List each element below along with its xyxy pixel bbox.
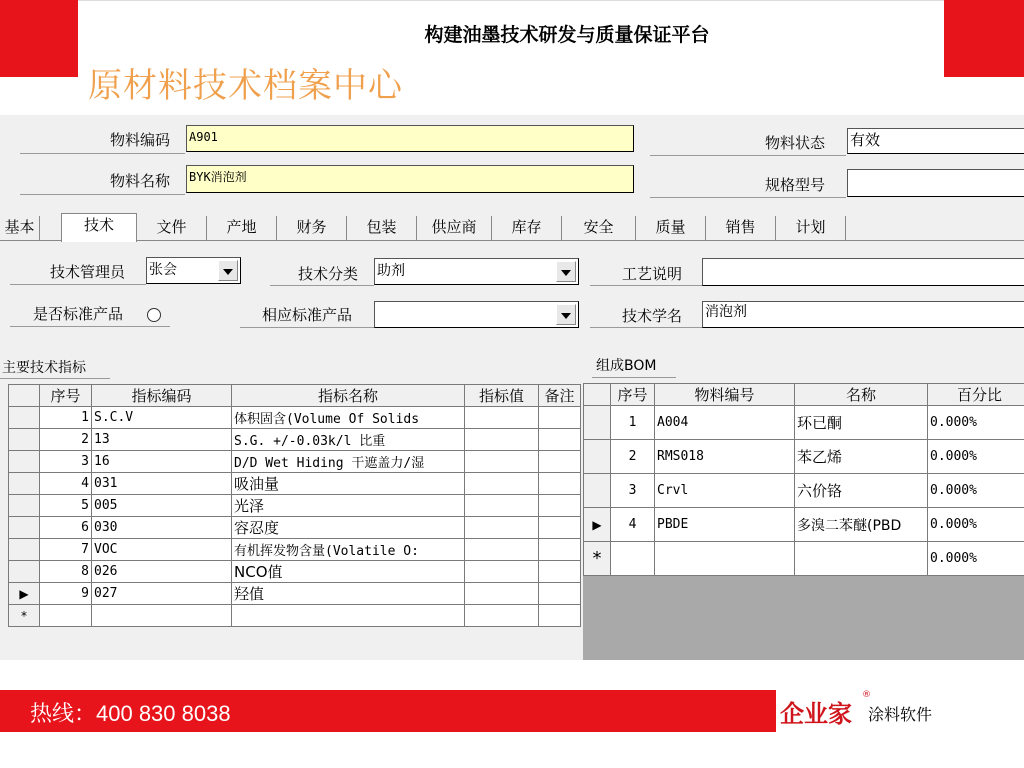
row-selector-header [9,385,40,407]
cell-no[interactable]: 2 [40,429,92,451]
is-standard-label: 是否标准产品 [33,305,124,323]
cell-name[interactable]: 环已酮 [795,406,928,440]
table-header-row [9,385,581,407]
table-row[interactable] [9,429,581,451]
label-underline [10,326,170,327]
material-status-field[interactable]: 有效 [847,128,1024,154]
column-header[interactable]: 序号 [40,385,92,407]
material-name-field[interactable]: BYK消泡剂 [186,165,634,193]
cell-no[interactable] [40,605,92,627]
row-selector[interactable] [9,473,40,495]
cell-code[interactable]: PBDE [655,508,795,542]
table-row[interactable] [9,473,581,495]
cell-code[interactable]: 005 [92,495,232,517]
row-selector[interactable] [9,451,40,473]
bom-section-title: 组成BOM [596,358,657,374]
table-row[interactable] [584,406,1024,440]
cell-name[interactable]: 羟值 [232,583,465,605]
cell-note[interactable] [539,407,581,429]
bom-table [583,383,1024,576]
cell-no[interactable]: 4 [40,473,92,495]
cell-code[interactable]: 030 [92,517,232,539]
cell-code[interactable] [655,542,795,576]
table-row[interactable] [9,451,581,473]
cell-note[interactable] [539,429,581,451]
tech-category-select[interactable] [374,258,579,285]
table-row[interactable] [9,407,581,429]
sci-name-label: 技术学名 [622,307,683,325]
cell-value[interactable] [465,407,539,429]
cell-no[interactable]: 3 [611,474,655,508]
table-row[interactable] [9,495,581,517]
cell-code[interactable]: S.C.V [92,407,232,429]
table-header-row [584,384,1024,406]
cell-no[interactable]: 6 [40,517,92,539]
section-underline [0,378,110,379]
cell-percent[interactable]: 0.000% [928,474,1024,508]
indicators-section-title: 主要技术指标 [2,360,86,376]
cell-code[interactable]: 026 [92,561,232,583]
cell-note[interactable] [539,561,581,583]
tech-manager-select[interactable] [146,257,241,284]
tab-basic[interactable]: 基本 [0,216,40,241]
cell-percent[interactable]: 0.000% [928,508,1024,542]
section-underline [592,377,676,378]
tech-category-value: 助剂 [377,263,405,279]
cell-name[interactable]: 苯乙烯 [795,440,928,474]
new-row-marker[interactable]: * [9,605,40,627]
table-row[interactable] [584,440,1024,474]
table-row[interactable] [9,539,581,561]
cell-name[interactable]: 体积固含(Volume Of Solids [232,407,465,429]
logo-suffix: 涂料软件 [868,705,933,724]
column-header[interactable]: 序号 [611,384,655,406]
cell-value[interactable] [465,451,539,473]
spec-label: 规格型号 [765,176,826,194]
row-selector[interactable] [584,440,611,474]
tab-packaging[interactable]: 包装 [347,216,417,241]
cell-value[interactable] [465,539,539,561]
row-selector[interactable] [9,561,40,583]
cell-code[interactable]: A004 [655,406,795,440]
material-status-label: 物料状态 [765,134,826,152]
brand-logo [776,690,944,732]
current-row-marker[interactable]: ▶ [584,508,611,542]
top-rule [78,0,944,1]
label-underline [20,194,185,195]
cell-code[interactable]: 027 [92,583,232,605]
process-field[interactable] [702,258,1024,286]
table-row[interactable] [584,508,1024,542]
column-header[interactable]: 备注 [539,385,581,407]
related-standard-label: 相应标准产品 [262,306,353,324]
table-row[interactable] [584,474,1024,508]
label-underline [590,327,702,328]
tab-baseline [0,240,1024,241]
cell-code[interactable]: RMS018 [655,440,795,474]
cell-name[interactable]: 六价铬 [795,474,928,508]
cell-name[interactable] [232,605,465,627]
sci-name-field[interactable]: 消泡剂 [702,301,1024,328]
cell-value[interactable] [465,429,539,451]
cell-note[interactable] [539,605,581,627]
column-header[interactable]: 名称 [795,384,928,406]
cell-no[interactable]: 1 [40,407,92,429]
cell-no[interactable]: 4 [611,508,655,542]
label-underline [650,155,846,156]
cell-name[interactable] [795,542,928,576]
cell-code[interactable]: VOC [92,539,232,561]
column-header[interactable]: 指标值 [465,385,539,407]
cell-code[interactable]: Crvl [655,474,795,508]
page-title: 原材料技术档案中心 [88,66,403,106]
row-selector[interactable] [9,517,40,539]
slide-header: 构建油墨技术研发与质量保证平台 [424,24,710,46]
cell-percent[interactable]: 0.000% [928,542,1024,576]
cell-name[interactable]: S.G. +/-0.03k/l 比重 [232,429,465,451]
cell-note[interactable] [539,451,581,473]
cell-note[interactable] [539,495,581,517]
column-header[interactable]: 物料编号 [655,384,795,406]
tab-sales[interactable]: 销售 [706,216,776,241]
cell-name[interactable]: D/D Wet Hiding 干遮盖力/湿 [232,451,465,473]
cell-code[interactable]: 16 [92,451,232,473]
cell-name[interactable]: 多溴二苯醚(PBD [795,508,928,542]
cell-name[interactable]: 吸油量 [232,473,465,495]
row-selector-header [584,384,611,406]
tab-quality[interactable]: 质量 [636,216,706,241]
tab-supplier[interactable]: 供应商 [417,216,492,241]
chevron-down-icon[interactable] [556,261,576,282]
cell-value[interactable] [465,561,539,583]
row-selector[interactable] [584,474,611,508]
cell-name[interactable]: 有机挥发物含量(Volatile O: [232,539,465,561]
chevron-down-icon[interactable] [556,304,576,325]
table-row[interactable] [9,561,581,583]
tab-inventory[interactable]: 库存 [492,216,562,241]
label-underline [10,284,146,285]
tab-technical[interactable]: 技术 [61,213,137,242]
tab-safety[interactable]: 安全 [562,216,636,241]
cell-name[interactable]: 容忍度 [232,517,465,539]
tab-files[interactable]: 文件 [137,216,207,241]
process-label: 工艺说明 [622,265,683,283]
registered-mark: ® [862,690,871,700]
label-underline [20,153,185,154]
new-row[interactable] [9,605,581,627]
cell-note[interactable] [539,473,581,495]
tech-manager-label: 技术管理员 [50,263,126,281]
cell-value[interactable] [465,605,539,627]
related-standard-select[interactable] [374,301,579,328]
cell-name[interactable]: NCO值 [232,561,465,583]
cell-percent[interactable]: 0.000% [928,406,1024,440]
cell-no[interactable]: 1 [611,406,655,440]
row-selector[interactable] [9,407,40,429]
cell-no[interactable]: 5 [40,495,92,517]
chevron-down-icon[interactable] [218,260,238,281]
cell-value[interactable] [465,517,539,539]
label-underline [240,327,374,328]
label-underline [590,285,702,286]
cell-percent[interactable]: 0.000% [928,440,1024,474]
cell-no[interactable]: 8 [40,561,92,583]
material-code-field[interactable]: A901 [186,125,634,152]
cell-value[interactable] [465,495,539,517]
column-header[interactable]: 百分比 [928,384,1024,406]
cell-name[interactable]: 光泽 [232,495,465,517]
app-window [0,115,1024,660]
cell-code[interactable]: 13 [92,429,232,451]
column-header[interactable]: 指标名称 [232,385,465,407]
hotline-text: 热线：400 830 8038 [30,701,231,726]
column-header[interactable]: 指标编码 [92,385,232,407]
cell-no[interactable]: 3 [40,451,92,473]
tab-bar [0,213,1024,241]
cell-code[interactable]: 031 [92,473,232,495]
label-underline [270,285,374,286]
new-row-marker[interactable]: * [584,542,611,576]
tab-plan[interactable]: 计划 [776,216,846,241]
cell-no[interactable]: 7 [40,539,92,561]
cell-code[interactable] [92,605,232,627]
row-selector[interactable] [9,539,40,561]
material-name-label: 物料名称 [110,172,171,190]
spec-field[interactable] [847,169,1024,197]
cell-value[interactable] [465,473,539,495]
tab-origin[interactable]: 产地 [207,216,277,241]
logo-brand: 企业家 [780,700,852,728]
label-underline [650,197,846,198]
table-row[interactable] [9,517,581,539]
cell-no[interactable]: 2 [611,440,655,474]
new-row[interactable] [584,542,1024,576]
row-selector[interactable] [584,406,611,440]
current-row-marker[interactable]: ▶ [9,583,40,605]
cell-note[interactable] [539,583,581,605]
cell-note[interactable] [539,539,581,561]
cell-no[interactable]: 9 [40,583,92,605]
tech-manager-value: 张会 [149,262,177,278]
cell-note[interactable] [539,517,581,539]
is-standard-radio[interactable] [147,308,161,322]
material-code-label: 物料编码 [110,131,171,149]
row-selector[interactable] [9,429,40,451]
table-row[interactable] [9,583,581,605]
tech-category-label: 技术分类 [298,265,359,283]
cell-value[interactable] [465,583,539,605]
indicators-table [8,384,581,627]
row-selector[interactable] [9,495,40,517]
tab-finance[interactable]: 财务 [277,216,347,241]
cell-no[interactable] [611,542,655,576]
